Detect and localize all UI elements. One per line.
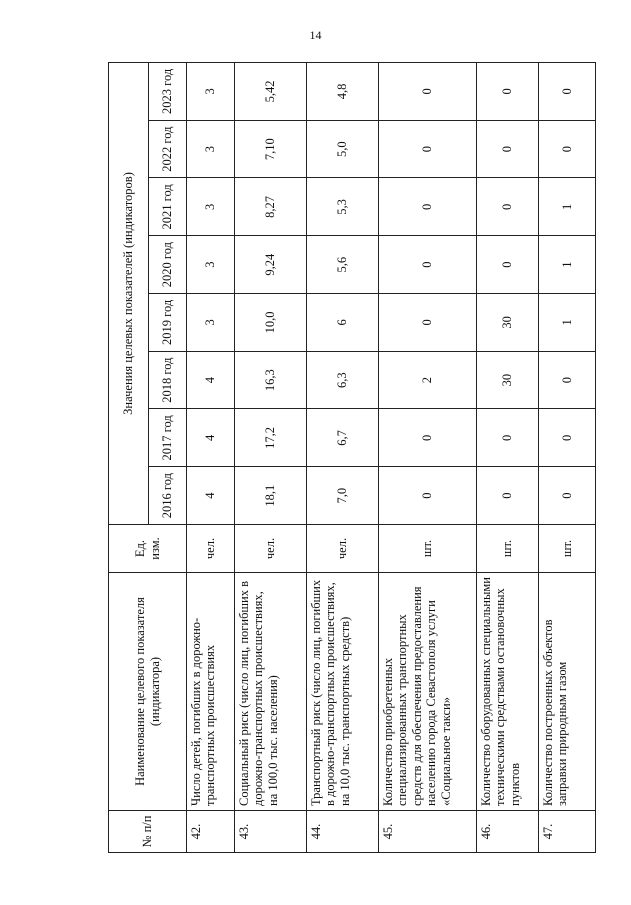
- row-name: Число детей, погибших в дорожно-транспортных происшествиях: [187, 573, 235, 811]
- row-name: Количество приобретенных специализированных транспортных средств для обеспечения предоставления населению города Севастополя услуги «Социальное такси»: [379, 573, 477, 811]
- indicators-table: [108, 62, 596, 853]
- row-name: Социальный риск (число лиц, погибших в дорожно-транспортных происшествиях, на 100,0 тыс. населения): [235, 573, 307, 811]
- row-value: 5,3: [307, 178, 379, 236]
- row-value: 2: [379, 351, 477, 409]
- row-value: 0: [539, 409, 596, 467]
- row-value: 8,27: [235, 178, 307, 236]
- row-value: 4: [187, 409, 235, 467]
- row-value: 0: [477, 409, 539, 467]
- row-value: 6: [307, 294, 379, 352]
- row-value: 1: [539, 178, 596, 236]
- row-unit: шт.: [539, 525, 596, 573]
- row-value: 0: [539, 351, 596, 409]
- row-value: 0: [477, 178, 539, 236]
- table-row: [477, 63, 539, 853]
- row-index: 46.: [477, 811, 539, 853]
- row-value: 0: [539, 467, 596, 525]
- header-year: 2021 год: [149, 178, 187, 236]
- row-value: 18,1: [235, 467, 307, 525]
- row-value: 4,8: [307, 63, 379, 121]
- header-year: 2019 год: [149, 294, 187, 352]
- table-rotated-frame: [108, 63, 595, 853]
- row-value: 1: [539, 236, 596, 294]
- header-year: 2023 год: [149, 63, 187, 121]
- row-value: 4: [187, 467, 235, 525]
- table-container: [108, 63, 595, 853]
- row-index: 45.: [379, 811, 477, 853]
- header-unit: Ед. изм.: [109, 525, 187, 573]
- row-value: 0: [379, 294, 477, 352]
- row-value: 3: [187, 236, 235, 294]
- row-unit: шт.: [379, 525, 477, 573]
- row-value: 5,0: [307, 120, 379, 178]
- row-index: 47.: [539, 811, 596, 853]
- row-value: 16,3: [235, 351, 307, 409]
- row-value: 9,24: [235, 236, 307, 294]
- header-index: № п/п: [109, 811, 187, 853]
- row-value: 0: [379, 467, 477, 525]
- header-year: 2017 год: [149, 409, 187, 467]
- row-value: 0: [379, 63, 477, 121]
- row-index: 43.: [235, 811, 307, 853]
- row-value: 5,42: [235, 63, 307, 121]
- row-index: 42.: [187, 811, 235, 853]
- row-value: 0: [477, 120, 539, 178]
- row-value: 7,10: [235, 120, 307, 178]
- header-values-group: Значения целевых показателей (индикаторов): [109, 63, 149, 525]
- row-value: 0: [477, 467, 539, 525]
- row-value: 0: [379, 120, 477, 178]
- row-value: 10,0: [235, 294, 307, 352]
- row-value: 0: [379, 409, 477, 467]
- header-year: 2020 год: [149, 236, 187, 294]
- table-row: [379, 63, 477, 853]
- row-value: 30: [477, 351, 539, 409]
- row-value: 3: [187, 120, 235, 178]
- header-name: Наименование целевого показателя (индикатора): [109, 573, 187, 811]
- row-value: 6,3: [307, 351, 379, 409]
- row-value: 3: [187, 294, 235, 352]
- table-row: [235, 63, 307, 853]
- row-unit: шт.: [477, 525, 539, 573]
- row-name: Количество построенных объектов заправки природным газом: [539, 573, 596, 811]
- row-value: 3: [187, 178, 235, 236]
- row-unit: чел.: [307, 525, 379, 573]
- row-unit: чел.: [235, 525, 307, 573]
- row-value: 17,2: [235, 409, 307, 467]
- row-name: Количество оборудованных специальными техническими средствами остановочных пунктов: [477, 573, 539, 811]
- row-value: 0: [539, 63, 596, 121]
- row-value: 0: [539, 120, 596, 178]
- header-year: 2016 год: [149, 467, 187, 525]
- row-unit: чел.: [187, 525, 235, 573]
- row-value: 6,7: [307, 409, 379, 467]
- row-value: 0: [477, 236, 539, 294]
- row-value: 0: [379, 236, 477, 294]
- row-value: 30: [477, 294, 539, 352]
- table-row: [187, 63, 235, 853]
- row-value: 3: [187, 63, 235, 121]
- row-value: 1: [539, 294, 596, 352]
- page-number: 14: [309, 28, 322, 42]
- row-name: Транспортный риск (число лиц, погибших в дорожно-транспортных происшествиях, на 10,0 тыс. транспортных средств): [307, 573, 379, 811]
- row-value: 5,6: [307, 236, 379, 294]
- row-value: 7,0: [307, 467, 379, 525]
- header-year: 2018 год: [149, 351, 187, 409]
- row-value: 0: [477, 63, 539, 121]
- row-value: 4: [187, 351, 235, 409]
- row-value: 0: [379, 178, 477, 236]
- table-row: [539, 63, 596, 853]
- table-row: [307, 63, 379, 853]
- row-index: 44.: [307, 811, 379, 853]
- table-header-row: [109, 63, 149, 853]
- header-year: 2022 год: [149, 120, 187, 178]
